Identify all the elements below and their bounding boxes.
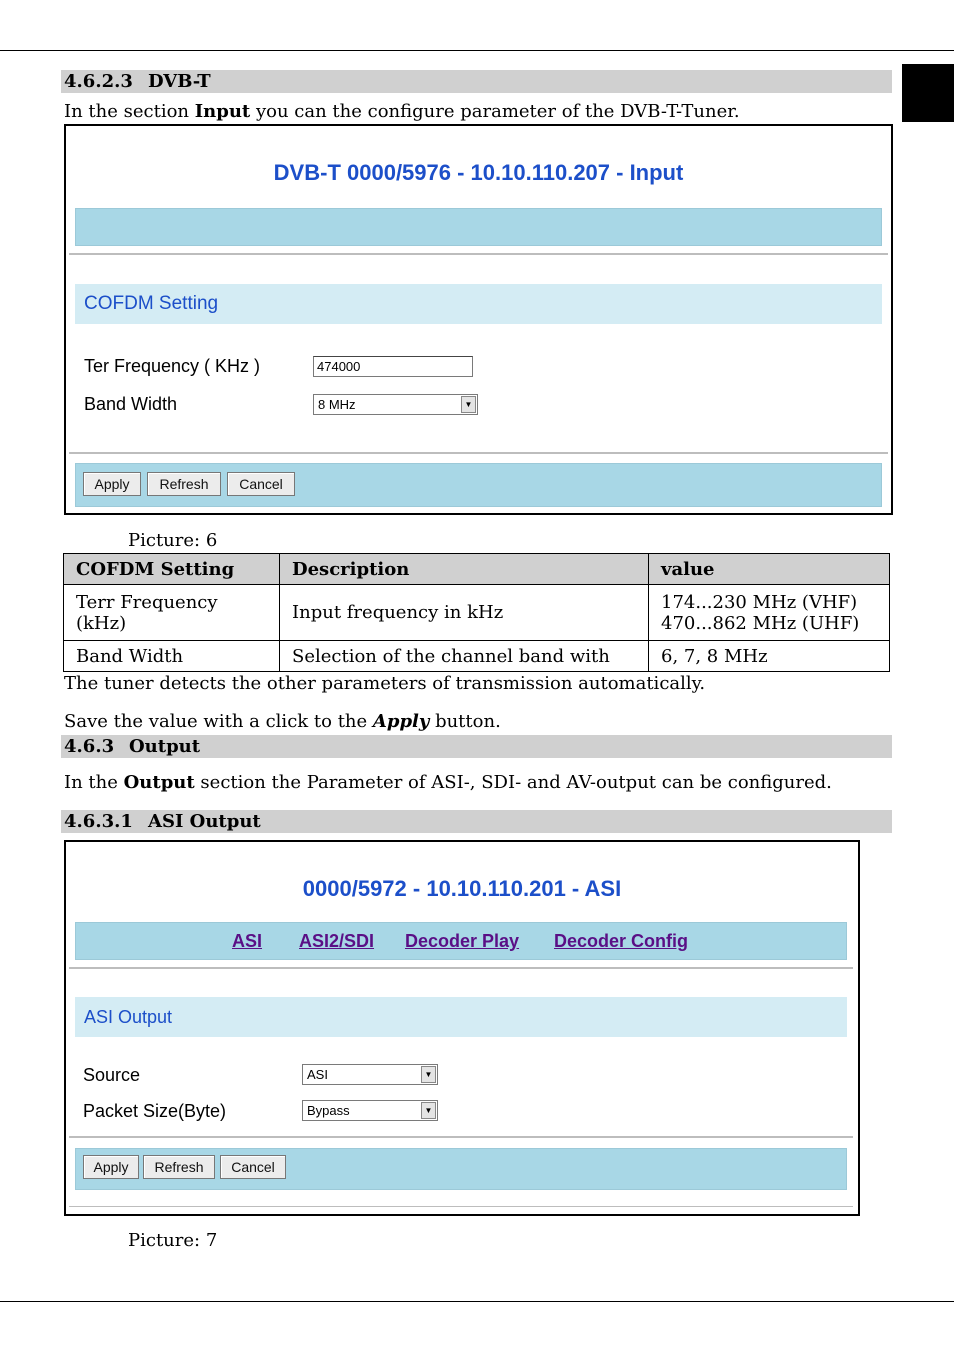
save-text: Save the value with a click to the [64,711,373,732]
save-note [64,711,501,733]
divider [69,253,888,255]
packet-size-select[interactable] [302,1100,438,1121]
save-bold: Apply [372,711,430,732]
section-title: Output [129,736,201,757]
divider [69,452,888,454]
chapter-tab [902,64,954,122]
nav-link-asi[interactable]: ASI [232,931,263,951]
apply-button[interactable]: Apply [83,1155,139,1179]
chevron-down-icon[interactable]: ▼ [421,1066,436,1083]
cell-setting: Band Width [64,641,280,672]
cell-setting [64,585,280,641]
section-number: 4.6.2.3 [64,71,133,92]
section-title: DVB-T [148,71,211,92]
header-value: value [649,554,890,585]
nav-link-decoder-config[interactable]: Decoder Config [554,931,689,951]
caption-picture-6: Picture: 6 [128,530,218,551]
bottom-rule [0,1301,954,1302]
packet-size-label: Packet Size(Byte) [83,1101,227,1121]
cofdm-table [63,553,890,672]
source-label: Source [83,1065,141,1085]
page-title: 0000/5972 - 10.10.110.201 - ASI [302,876,622,901]
value-line-1: 174...230 MHz (VHF) [661,591,858,613]
freq-label: Ter Frequency ( KHz ) [84,356,261,376]
chevron-down-icon[interactable]: ▼ [461,396,476,413]
cell-description: Selection of the channel band with [280,641,649,672]
chevron-down-icon[interactable]: ▼ [421,1102,436,1119]
section-number: 4.6.3 [64,736,115,757]
section-heading-output [61,735,892,758]
bandwidth-value: 8 MHz [318,397,356,412]
intro-text-end: section the Parameter of ASI-, SDI- and AV-output can be configured. [194,772,832,793]
header-setting: COFDM Setting [64,554,280,585]
intro-text: In the [64,772,124,793]
section-title: ASI Output [148,811,261,832]
freq-input[interactable]: 474000 [313,356,473,377]
refresh-button[interactable]: Refresh [147,472,221,496]
output-intro [64,772,832,794]
source-value: ASI [307,1067,328,1082]
cancel-button[interactable]: Cancel [220,1155,286,1179]
divider [69,1206,853,1207]
screenshot-dvbt-input [64,124,893,515]
section-header: COFDM Setting [75,284,882,324]
setting-line-2: (kHz) [76,612,127,634]
save-text-end: button. [429,711,501,732]
caption-picture-7: Picture: 7 [128,1230,218,1251]
cell-description: Input frequency in kHz [280,585,649,641]
tuner-note: The tuner detects the other parameters of transmission automatically. [64,673,706,694]
divider [69,967,853,969]
bandwidth-select[interactable] [313,394,478,415]
packet-size-value: Bypass [307,1103,350,1118]
header-description: Description [280,554,649,585]
divider [69,1136,853,1138]
source-select[interactable] [302,1064,438,1085]
value-line-2: 470...862 MHz (UHF) [661,612,860,634]
intro-bold: Output [123,772,195,793]
page-title: DVB-T 0000/5976 - 10.10.110.207 - Input [273,160,684,185]
section-number: 4.6.3.1 [64,811,133,832]
table-row [64,641,890,672]
screenshot-asi-output [64,840,860,1216]
table-row [64,585,890,641]
apply-button[interactable]: Apply [83,472,141,496]
cell-value [649,585,890,641]
bandwidth-label: Band Width [84,394,178,414]
nav-link-decoder-play[interactable]: Decoder Play [405,931,520,951]
intro-text: In the section [64,101,195,122]
section-heading-asi-output [61,810,892,833]
section-intro [64,101,740,123]
section-heading-dvbt [61,70,892,93]
section-header: ASI Output [75,997,847,1037]
table-header-row [64,554,890,585]
nav-link-asi2-sdi[interactable]: ASI2/SDI [299,931,375,951]
cancel-button[interactable]: Cancel [227,472,295,496]
refresh-button[interactable]: Refresh [143,1155,215,1179]
setting-line-1: Terr Frequency [76,591,218,613]
cell-value: 6, 7, 8 MHz [649,641,890,672]
intro-bold: Input [194,101,251,122]
nav-bar [75,208,882,246]
intro-text-end: you can the configure parameter of the DVB-T-Tuner. [250,101,740,122]
top-rule [0,50,954,51]
